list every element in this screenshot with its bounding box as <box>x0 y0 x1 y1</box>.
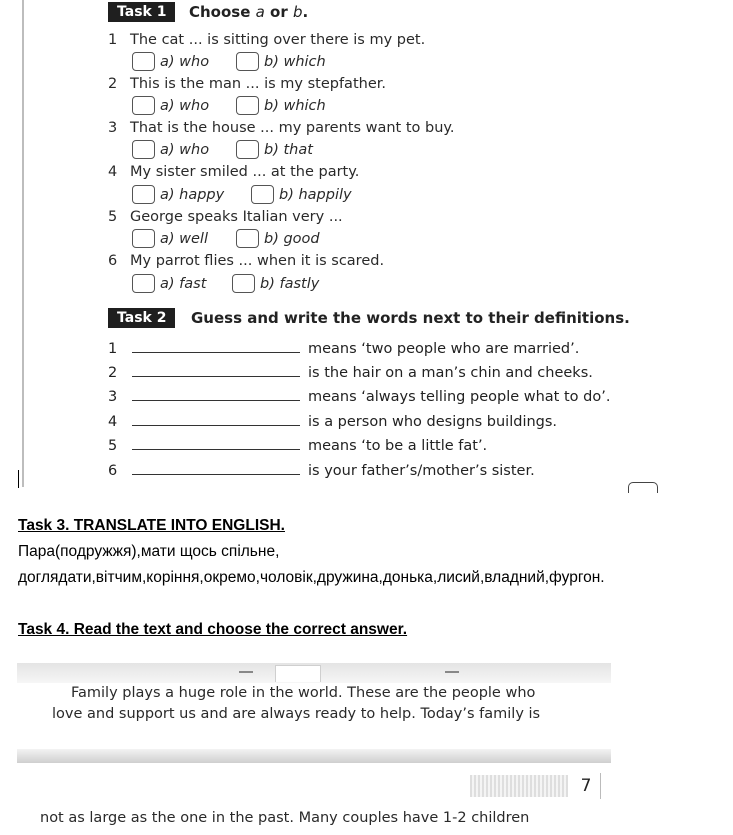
checkbox[interactable] <box>132 229 155 248</box>
task2-item: 1 means ‘two people who are married’. <box>108 341 580 357</box>
option-b[interactable]: b) that <box>236 139 313 161</box>
checkbox[interactable] <box>132 274 155 293</box>
scan-corner-mark <box>628 482 658 493</box>
task2-item: 6 is your father’s/mother’s sister. <box>108 463 535 479</box>
checkbox[interactable] <box>132 96 155 115</box>
scan-mark <box>239 671 253 673</box>
task3-line-1: Пара(подружжя),мати щось спільне, <box>18 543 280 560</box>
answer-blank[interactable] <box>132 425 300 426</box>
task3-line-2: доглядати,вітчим,коріння,окремо,чоловік,дружина,донька,лисий,владний,фургон. <box>18 569 605 586</box>
checkbox[interactable] <box>236 96 259 115</box>
task3-heading: Task 3. TRANSLATE INTO ENGLISH. <box>18 517 285 534</box>
task1-question: 6 My parrot flies ... when it is scared. <box>108 253 385 269</box>
task2-item: 5 means ‘to be a little fat’. <box>108 438 488 454</box>
checkbox[interactable] <box>132 140 155 159</box>
task2-item: 4 is a person who designs buildings. <box>108 414 558 430</box>
task1-question: 1 The cat ... is sitting over there is my pet. <box>108 32 426 48</box>
answer-blank[interactable] <box>132 400 300 401</box>
answer-blank[interactable] <box>132 474 300 475</box>
task1-instruction: Choose a or b. <box>189 3 309 21</box>
reading-line: love and support us and are always ready to help. Today’s family is <box>52 706 541 722</box>
checkbox[interactable] <box>232 274 255 293</box>
page-number: 7 <box>572 773 601 799</box>
reading-continuation: not as large as the one in the past. Many couples have 1-2 children <box>40 810 530 826</box>
checkbox[interactable] <box>236 52 259 71</box>
scan-top-edge <box>17 663 611 683</box>
scan-bottom-edge <box>17 749 611 763</box>
task1-question: 2 This is the man ... is my stepfather. <box>108 76 386 92</box>
answer-blank[interactable] <box>132 449 300 450</box>
task2-item: 2 is the hair on a man’s chin and cheeks. <box>108 365 593 381</box>
reading-text-body <box>17 683 611 749</box>
task1-question: 4 My sister smiled ... at the party. <box>108 164 360 180</box>
option-a[interactable]: a) happy <box>132 184 224 206</box>
task1-question: 3 That is the house ... my parents want to buy. <box>108 120 455 136</box>
option-a[interactable]: a) well <box>132 228 208 250</box>
option-b[interactable]: b) good <box>236 228 320 250</box>
task2-item: 3 means ‘always telling people what to do’. <box>108 389 611 405</box>
reading-line: Family plays a huge role in the world. These are the people who <box>71 685 536 701</box>
answer-blank[interactable] <box>132 376 300 377</box>
option-b[interactable]: b) happily <box>251 184 352 206</box>
task2-badge: Task 2 <box>108 308 175 328</box>
option-b[interactable]: b) fastly <box>232 273 319 295</box>
option-a[interactable]: a) who <box>132 51 209 73</box>
page-number-area <box>470 773 605 799</box>
scan-noise <box>470 775 568 797</box>
task1-question: 5 George speaks Italian very ... <box>108 209 343 225</box>
option-a[interactable]: a) fast <box>132 273 206 295</box>
checkbox[interactable] <box>251 185 274 204</box>
checkbox[interactable] <box>132 185 155 204</box>
checkbox[interactable] <box>236 229 259 248</box>
reading-text-scan <box>17 663 611 763</box>
option-a[interactable]: a) who <box>132 139 209 161</box>
checkbox[interactable] <box>236 140 259 159</box>
checkbox[interactable] <box>132 52 155 71</box>
task4-heading: Task 4. Read the text and choose the correct answer. <box>18 621 408 638</box>
task2-instruction: Guess and write the words next to their definitions. <box>191 309 630 327</box>
scan-left-rule <box>22 0 24 487</box>
text-cursor <box>18 470 19 488</box>
option-a[interactable]: a) who <box>132 95 209 117</box>
answer-blank[interactable] <box>132 352 300 353</box>
task1-badge: Task 1 <box>108 2 175 22</box>
option-b[interactable]: b) which <box>236 95 326 117</box>
scan-mark <box>445 671 459 673</box>
option-b[interactable]: b) which <box>236 51 326 73</box>
scan-tab <box>275 665 321 682</box>
